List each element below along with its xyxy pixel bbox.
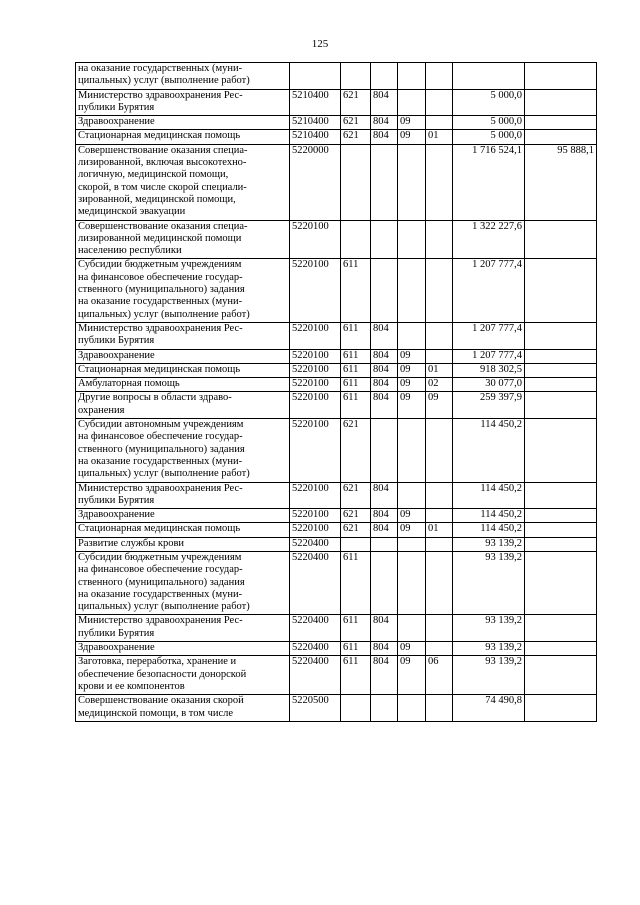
table-row — [76, 116, 597, 130]
row-sum2-cell — [525, 349, 597, 363]
row-sum2-cell — [525, 482, 597, 509]
table-row — [76, 695, 597, 722]
row-sum2-cell — [525, 378, 597, 392]
row-code-cell — [290, 63, 341, 90]
row-code-cell: 5220100 — [290, 378, 341, 392]
table-row — [76, 144, 597, 220]
row-rz-cell: 09 — [398, 349, 426, 363]
table-row — [76, 363, 597, 377]
row-code-cell: 5220100 — [290, 322, 341, 349]
row-rz-cell — [398, 482, 426, 509]
row-name-cell: Амбулаторная помощь — [76, 378, 290, 392]
row-name-cell: Стационарная медицинская помощь — [76, 130, 290, 144]
row-rz-cell — [398, 63, 426, 90]
row-sum1-cell: 114 450,2 — [453, 419, 525, 482]
row-vr-cell: 621 — [341, 482, 371, 509]
row-name-cell: Здравоохранение — [76, 116, 290, 130]
row-pr-cell: 01 — [426, 363, 453, 377]
row-pr-cell — [426, 259, 453, 322]
row-code-cell: 5220100 — [290, 482, 341, 509]
row-sum1-cell: 259 397,9 — [453, 392, 525, 419]
row-code-cell: 5220000 — [290, 144, 341, 220]
row-sum1-cell: 1 207 777,4 — [453, 259, 525, 322]
row-sum2-cell — [525, 656, 597, 695]
row-rz-cell: 09 — [398, 523, 426, 537]
row-name-cell: Здравоохранение — [76, 349, 290, 363]
row-code-cell: 5220400 — [290, 656, 341, 695]
row-code-cell: 5220100 — [290, 419, 341, 482]
row-name-cell: Министерство здравоохранения Рес- публики Бурятия — [76, 89, 290, 116]
row-pr-cell: 01 — [426, 523, 453, 537]
row-sum1-cell: 114 450,2 — [453, 523, 525, 537]
row-sum1-cell: 114 450,2 — [453, 482, 525, 509]
row-pr-cell — [426, 482, 453, 509]
row-sum2-cell — [525, 551, 597, 614]
row-sum1-cell: 5 000,0 — [453, 130, 525, 144]
row-vr-cell: 611 — [341, 642, 371, 656]
row-gr-cell: 804 — [371, 378, 398, 392]
row-sum2-cell: 95 888,1 — [525, 144, 597, 220]
row-gr-cell: 804 — [371, 615, 398, 642]
row-rz-cell — [398, 220, 426, 259]
table-row — [76, 615, 597, 642]
row-vr-cell — [341, 220, 371, 259]
row-gr-cell: 804 — [371, 130, 398, 144]
row-vr-cell — [341, 695, 371, 722]
row-sum2-cell — [525, 363, 597, 377]
row-name-cell: Заготовка, переработка, хранение и обеспечение безопасности донорской крови и ее компонентов — [76, 656, 290, 695]
row-sum2-cell — [525, 615, 597, 642]
row-vr-cell: 611 — [341, 615, 371, 642]
row-pr-cell — [426, 509, 453, 523]
row-sum1-cell: 93 139,2 — [453, 656, 525, 695]
row-vr-cell: 621 — [341, 89, 371, 116]
row-sum1-cell: 93 139,2 — [453, 642, 525, 656]
row-name-cell: Субсидии автономным учреждениям на финансовое обеспечение государ- ственного (муниципального) задания на оказание государственных (муни- ципальных) услуг (выполнение работ) — [76, 419, 290, 482]
row-sum2-cell — [525, 89, 597, 116]
row-pr-cell — [426, 63, 453, 90]
table-row — [76, 392, 597, 419]
row-pr-cell — [426, 322, 453, 349]
row-code-cell: 5220400 — [290, 537, 341, 551]
row-name-cell: Другие вопросы в области здраво- охранения — [76, 392, 290, 419]
row-code-cell: 5220100 — [290, 349, 341, 363]
row-name-cell: Министерство здравоохранения Рес- публики Бурятия — [76, 615, 290, 642]
row-gr-cell — [371, 551, 398, 614]
row-vr-cell: 621 — [341, 523, 371, 537]
row-code-cell: 5220100 — [290, 259, 341, 322]
row-rz-cell — [398, 695, 426, 722]
row-pr-cell: 09 — [426, 392, 453, 419]
row-vr-cell: 621 — [341, 509, 371, 523]
row-vr-cell: 611 — [341, 259, 371, 322]
row-pr-cell — [426, 144, 453, 220]
row-vr-cell: 611 — [341, 656, 371, 695]
table-row — [76, 656, 597, 695]
row-sum1-cell: 1 207 777,4 — [453, 322, 525, 349]
row-name-cell: Совершенствование оказания специа- лизированной, включая высокотехно- логичную, медицинской помощи, скорой, в том числе скорой специали- зированной, медицинской помощи, медицинской эвакуации — [76, 144, 290, 220]
row-sum1-cell: 5 000,0 — [453, 89, 525, 116]
row-sum1-cell: 93 139,2 — [453, 537, 525, 551]
row-sum1-cell: 93 139,2 — [453, 551, 525, 614]
row-sum2-cell — [525, 523, 597, 537]
row-code-cell: 5220400 — [290, 615, 341, 642]
row-gr-cell — [371, 259, 398, 322]
row-gr-cell — [371, 220, 398, 259]
row-sum2-cell — [525, 130, 597, 144]
table-row — [76, 551, 597, 614]
row-gr-cell: 804 — [371, 482, 398, 509]
row-code-cell: 5210400 — [290, 116, 341, 130]
row-pr-cell — [426, 419, 453, 482]
row-sum1-cell: 30 077,0 — [453, 378, 525, 392]
row-vr-cell — [341, 144, 371, 220]
row-rz-cell — [398, 551, 426, 614]
row-gr-cell: 804 — [371, 642, 398, 656]
row-code-cell: 5220400 — [290, 551, 341, 614]
row-pr-cell — [426, 537, 453, 551]
row-rz-cell: 09 — [398, 656, 426, 695]
row-code-cell: 5220100 — [290, 363, 341, 377]
table-row — [76, 259, 597, 322]
table-row — [76, 89, 597, 116]
row-pr-cell — [426, 116, 453, 130]
row-sum2-cell — [525, 509, 597, 523]
row-sum2-cell — [525, 642, 597, 656]
row-code-cell: 5220100 — [290, 523, 341, 537]
table-row — [76, 130, 597, 144]
table-row — [76, 220, 597, 259]
row-sum2-cell — [525, 116, 597, 130]
row-pr-cell: 01 — [426, 130, 453, 144]
row-rz-cell: 09 — [398, 509, 426, 523]
row-rz-cell — [398, 537, 426, 551]
row-rz-cell — [398, 259, 426, 322]
row-code-cell: 5210400 — [290, 89, 341, 116]
row-sum2-cell — [525, 322, 597, 349]
row-rz-cell — [398, 419, 426, 482]
row-sum2-cell — [525, 259, 597, 322]
row-rz-cell — [398, 615, 426, 642]
row-rz-cell: 09 — [398, 392, 426, 419]
row-name-cell: Субсидии бюджетным учреждениям на финансовое обеспечение государ- ственного (муниципального) задания на оказание государственных (муни- ципальных) услуг (выполнение работ) — [76, 259, 290, 322]
row-gr-cell: 804 — [371, 656, 398, 695]
row-code-cell: 5220100 — [290, 392, 341, 419]
row-sum1-cell — [453, 63, 525, 90]
table-row — [76, 419, 597, 482]
row-pr-cell — [426, 89, 453, 116]
row-name-cell: Совершенствование оказания специа- лизированной медицинской помощи населению республики — [76, 220, 290, 259]
table-row — [76, 63, 597, 90]
row-sum1-cell: 93 139,2 — [453, 615, 525, 642]
row-sum2-cell — [525, 220, 597, 259]
row-vr-cell: 611 — [341, 378, 371, 392]
table-row — [76, 322, 597, 349]
row-sum1-cell: 5 000,0 — [453, 116, 525, 130]
row-gr-cell — [371, 419, 398, 482]
table-row — [76, 537, 597, 551]
row-gr-cell: 804 — [371, 349, 398, 363]
row-name-cell: Совершенствование оказания скорой медицинской помощи, в том числе — [76, 695, 290, 722]
row-gr-cell: 804 — [371, 116, 398, 130]
row-pr-cell: 02 — [426, 378, 453, 392]
row-vr-cell — [341, 63, 371, 90]
row-sum2-cell — [525, 419, 597, 482]
table-row — [76, 509, 597, 523]
page-number: 125 — [311, 38, 329, 50]
row-rz-cell: 09 — [398, 378, 426, 392]
row-sum1-cell: 1 716 524,1 — [453, 144, 525, 220]
row-gr-cell — [371, 537, 398, 551]
row-rz-cell — [398, 322, 426, 349]
row-name-cell: Здравоохранение — [76, 642, 290, 656]
row-gr-cell: 804 — [371, 89, 398, 116]
row-pr-cell — [426, 615, 453, 642]
row-name-cell: Стационарная медицинская помощь — [76, 363, 290, 377]
row-name-cell: Министерство здравоохранения Рес- публики Бурятия — [76, 322, 290, 349]
row-name-cell: Субсидии бюджетным учреждениям на финансовое обеспечение государ- ственного (муниципального) задания на оказание государственных (муни- ципальных) услуг (выполнение работ) — [76, 551, 290, 614]
row-pr-cell — [426, 220, 453, 259]
row-pr-cell — [426, 551, 453, 614]
row-rz-cell: 09 — [398, 642, 426, 656]
row-vr-cell: 621 — [341, 116, 371, 130]
row-name-cell: на оказание государственных (муни- ципальных) услуг (выполнение работ) — [76, 63, 290, 90]
row-name-cell: Здравоохранение — [76, 509, 290, 523]
row-name-cell: Министерство здравоохранения Рес- публики Бурятия — [76, 482, 290, 509]
table-row — [76, 378, 597, 392]
row-vr-cell — [341, 537, 371, 551]
row-gr-cell: 804 — [371, 322, 398, 349]
row-vr-cell: 611 — [341, 392, 371, 419]
row-rz-cell — [398, 144, 426, 220]
row-gr-cell: 804 — [371, 392, 398, 419]
table-row — [76, 349, 597, 363]
row-pr-cell — [426, 349, 453, 363]
table-row — [76, 482, 597, 509]
row-vr-cell: 611 — [341, 363, 371, 377]
row-sum2-cell — [525, 392, 597, 419]
table-row — [76, 642, 597, 656]
row-gr-cell — [371, 144, 398, 220]
row-code-cell: 5210400 — [290, 130, 341, 144]
table-row — [76, 523, 597, 537]
row-rz-cell: 09 — [398, 130, 426, 144]
row-gr-cell: 804 — [371, 509, 398, 523]
row-gr-cell — [371, 63, 398, 90]
row-sum2-cell — [525, 63, 597, 90]
row-name-cell: Стационарная медицинская помощь — [76, 523, 290, 537]
row-vr-cell: 621 — [341, 419, 371, 482]
row-code-cell: 5220400 — [290, 642, 341, 656]
row-sum1-cell: 918 302,5 — [453, 363, 525, 377]
row-name-cell: Развитие службы крови — [76, 537, 290, 551]
row-code-cell: 5220100 — [290, 220, 341, 259]
row-sum1-cell: 1 207 777,4 — [453, 349, 525, 363]
row-vr-cell: 611 — [341, 349, 371, 363]
row-vr-cell: 611 — [341, 322, 371, 349]
row-pr-cell — [426, 695, 453, 722]
row-sum2-cell — [525, 537, 597, 551]
row-vr-cell: 621 — [341, 130, 371, 144]
row-vr-cell: 611 — [341, 551, 371, 614]
row-code-cell: 5220100 — [290, 509, 341, 523]
row-rz-cell — [398, 89, 426, 116]
row-sum1-cell: 114 450,2 — [453, 509, 525, 523]
row-pr-cell — [426, 642, 453, 656]
row-rz-cell: 09 — [398, 363, 426, 377]
row-gr-cell — [371, 695, 398, 722]
budget-table — [75, 62, 597, 722]
row-rz-cell: 09 — [398, 116, 426, 130]
row-code-cell: 5220500 — [290, 695, 341, 722]
row-sum1-cell: 74 490,8 — [453, 695, 525, 722]
row-sum2-cell — [525, 695, 597, 722]
row-pr-cell: 06 — [426, 656, 453, 695]
row-gr-cell: 804 — [371, 523, 398, 537]
row-gr-cell: 804 — [371, 363, 398, 377]
row-sum1-cell: 1 322 227,6 — [453, 220, 525, 259]
